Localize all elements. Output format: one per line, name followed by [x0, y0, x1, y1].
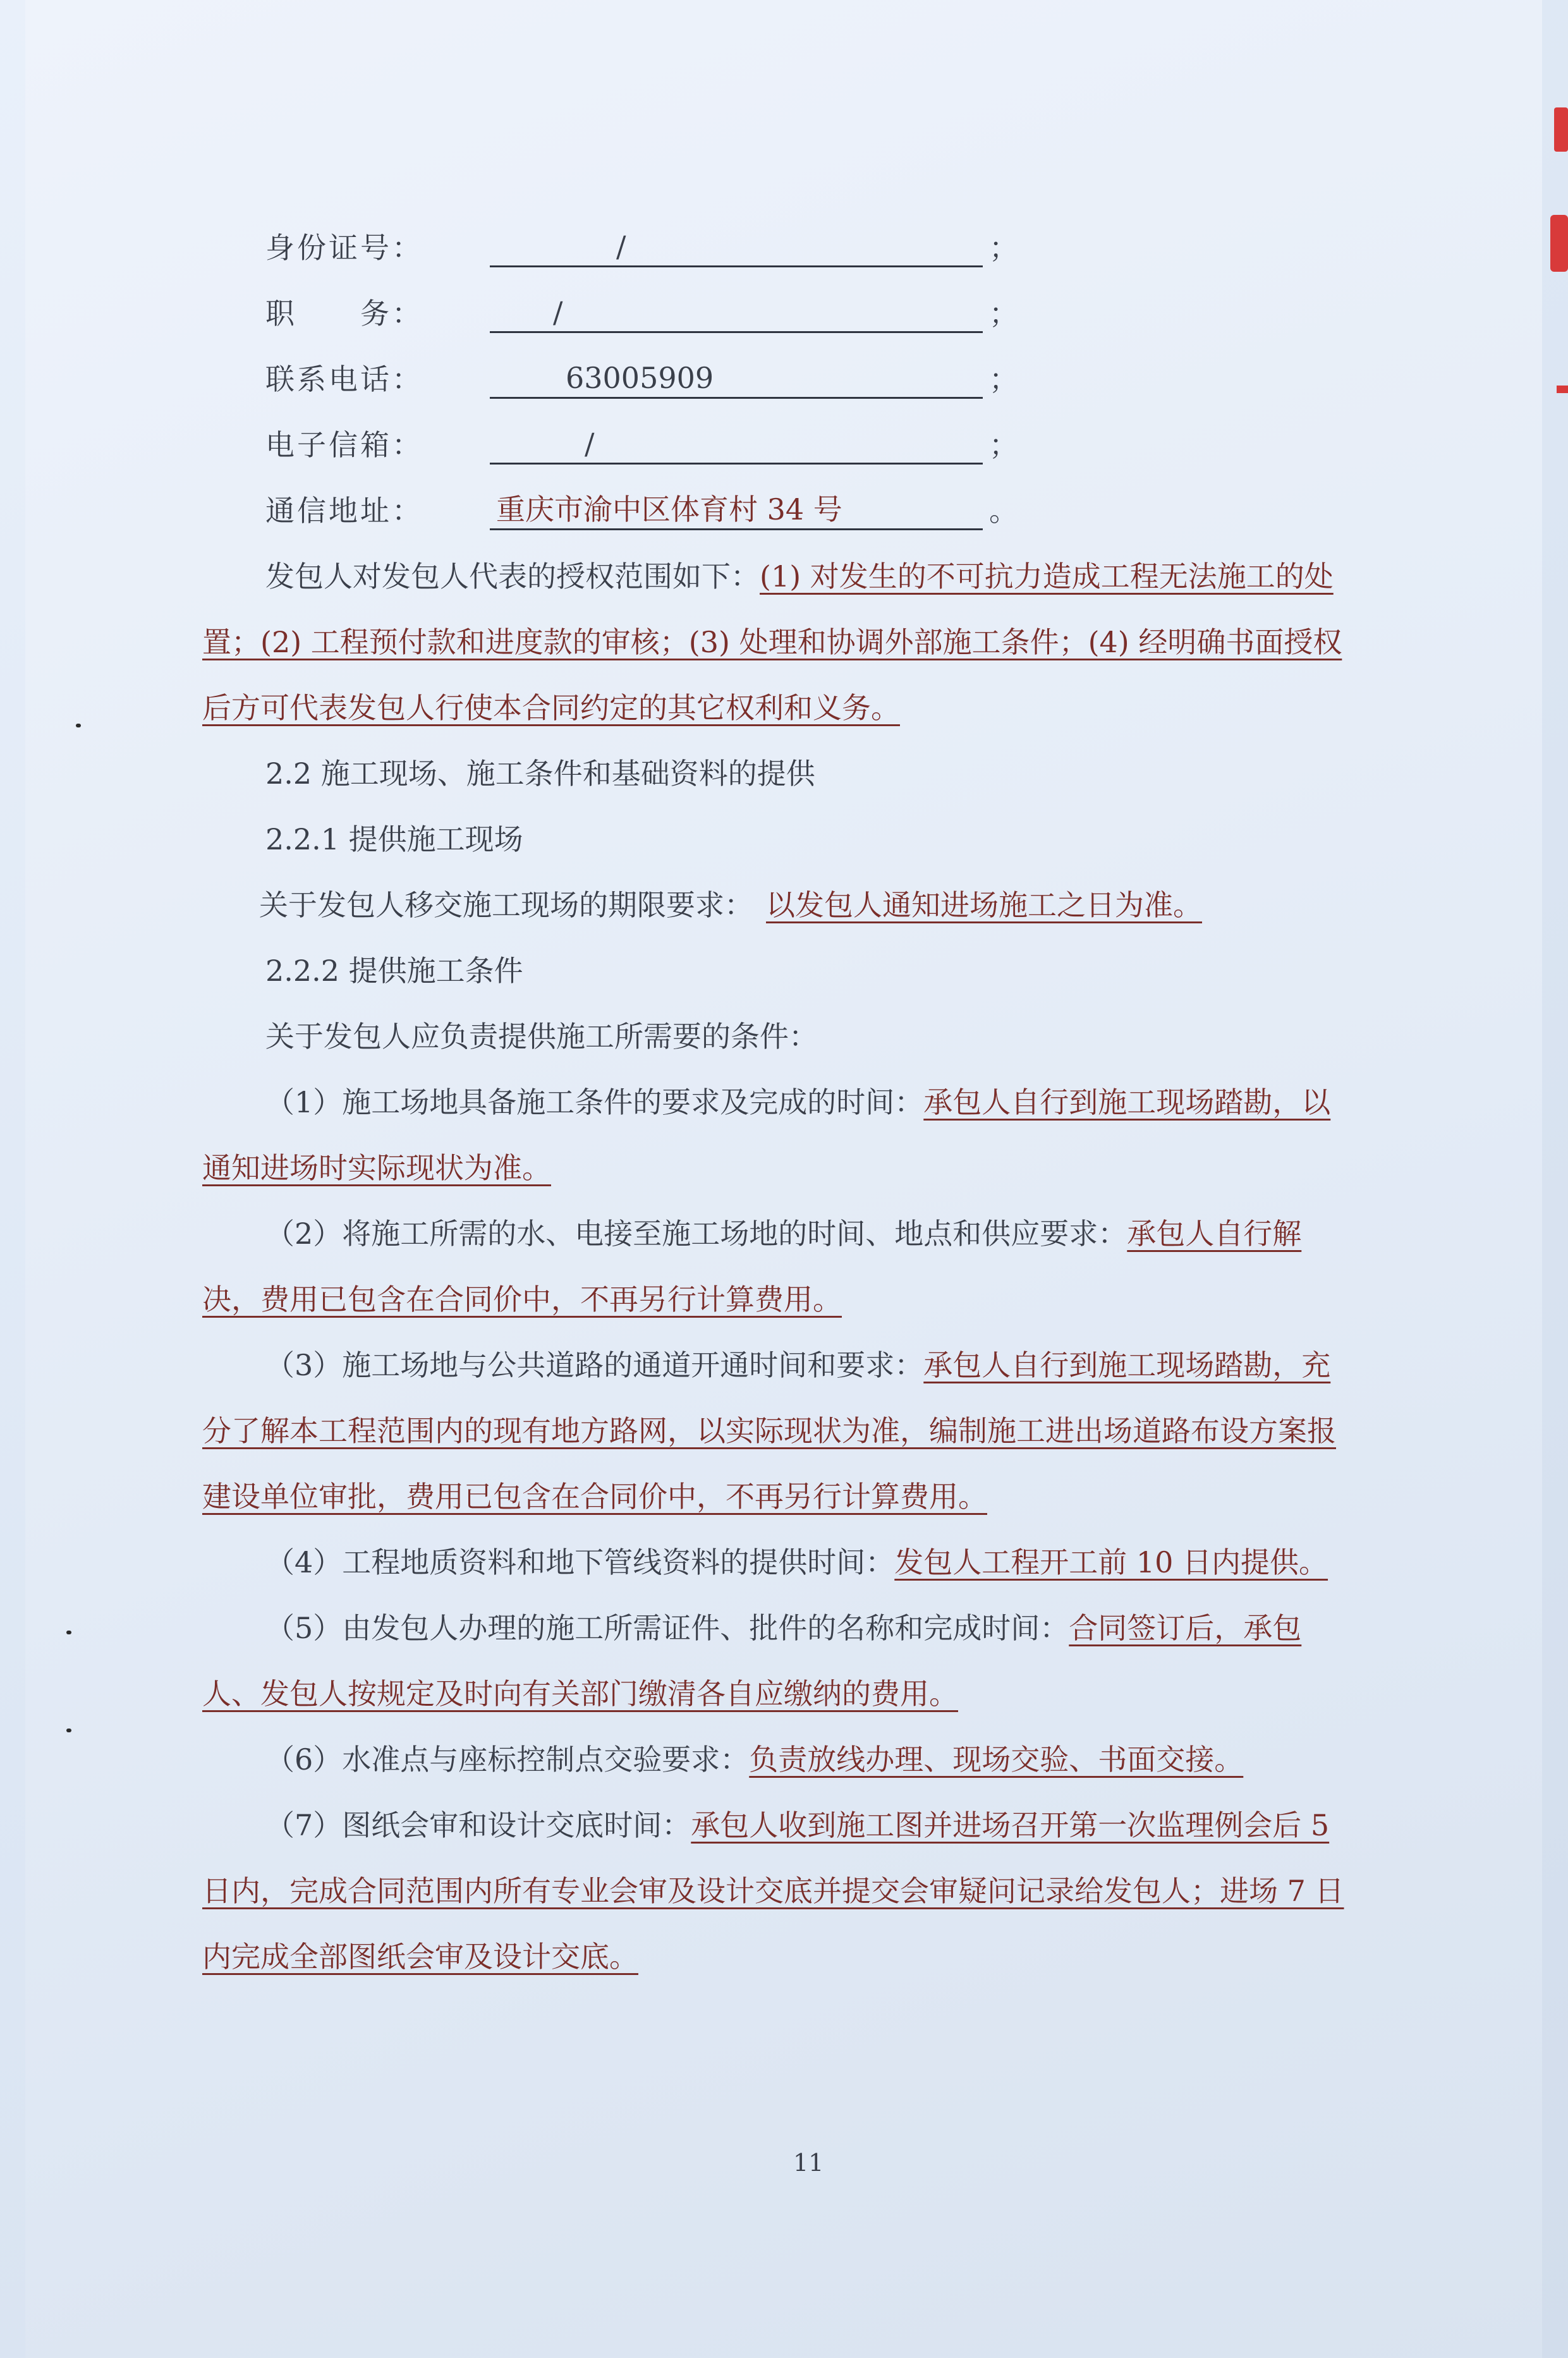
condition-item: [202, 1332, 1359, 1529]
field-id-number: [265, 215, 1359, 281]
authorization-intro: 发包人对发包人代表的授权范围如下：: [265, 559, 760, 593]
field-value: /: [553, 295, 563, 329]
condition-label: （2）将施工所需的水、电接至施工场地的时间、地点和供应要求：: [265, 1217, 1127, 1251]
condition-value: 发包人工程开工前 10 日内提供。: [894, 1545, 1328, 1579]
condition-value: 承包人收到施工图并进场召开第一次监理例会后 5 日内，完成合同范围内所有专业会审及设计交底并提交会审疑问记录给发包人；进场 7 日内完成全部图纸会审及设计交底。: [202, 1808, 1344, 1974]
field-punct: ；: [989, 231, 1018, 265]
field-value: 63005909: [566, 361, 714, 395]
condition-value: 合同签订后，承包人、发包人按规定及时向有关部门缴清各自应缴纳的费用。: [202, 1611, 1302, 1711]
authorization-text: (1) 对发生的不可抗力造成工程无法施工的处置；(2) 工程预付款和进度款的审核；(3) 处理和协调外部施工条件；(4) 经明确书面授权后方可代表发包人行使本合同约定的其它权利和义务。: [202, 559, 1342, 725]
field-value: 重庆市渝中区体育村 34 号: [496, 492, 842, 526]
condition-item: [202, 1727, 1359, 1792]
speck-mark: [76, 724, 81, 727]
condition-item: [202, 1201, 1359, 1332]
field-line: [490, 281, 983, 333]
condition-value: 承包人自行到施工现场踏勘，以通知进场时实际现状为准。: [202, 1085, 1331, 1185]
field-label: 通信地址：: [265, 494, 423, 528]
section-heading-2-2-1: 2.2.1 提供施工现场: [265, 822, 523, 856]
stamp-edge-mark: [1554, 107, 1568, 152]
section-heading-2-2-2: 2.2.2 提供施工条件: [265, 954, 523, 988]
condition-item: [202, 1595, 1359, 1727]
field-position: [265, 281, 1359, 346]
field-address: [265, 478, 1359, 544]
document-body: [202, 215, 1359, 1990]
field-punct: ；: [989, 296, 1018, 331]
handover-paragraph: [259, 872, 1359, 938]
conditions-intro: 关于发包人应负责提供施工所需要的条件：: [265, 1019, 818, 1054]
field-line: [490, 346, 983, 399]
condition-item: [202, 1792, 1359, 1990]
condition-label: （1）施工场地具备施工条件的要求及完成的时间：: [265, 1085, 924, 1119]
section-heading-2-2: 2.2 施工现场、施工条件和基础资料的提供: [265, 757, 815, 791]
condition-item: [202, 1529, 1359, 1595]
condition-value: 承包人自行到施工现场踏勘，充分了解本工程范围内的现有地方路网，以实际现状为准，编制施工进出场道路布设方案报建设单位审批，费用已包含在合同价中，不再另行计算费用。: [202, 1348, 1336, 1514]
condition-label: （4）工程地质资料和地下管线资料的提供时间：: [265, 1545, 895, 1579]
authorization-paragraph: [202, 544, 1359, 741]
speck-mark: [66, 1631, 71, 1634]
field-label: 身份证号：: [265, 231, 423, 265]
field-email: [265, 412, 1359, 478]
condition-label: （6）水准点与座标控制点交验要求：: [265, 1742, 750, 1777]
handover-label: 关于发包人移交施工现场的期限要求：: [259, 888, 753, 922]
condition-value: 负责放线办理、现场交验、书面交接。: [749, 1742, 1244, 1777]
field-line: [490, 215, 983, 267]
speck-mark: [66, 1729, 71, 1732]
field-value: /: [585, 427, 595, 461]
handover-value: 以发包人通知进场施工之日为准: [766, 888, 1173, 922]
field-label: 联系电话：: [265, 362, 423, 396]
field-line: [490, 478, 983, 530]
field-punct: ；: [989, 362, 1018, 396]
condition-label: （5）由发包人办理的施工所需证件、批件的名称和完成时间：: [265, 1611, 1069, 1645]
condition-label: （3）施工场地与公共道路的通道开通时间和要求：: [265, 1348, 924, 1382]
field-punct: ；: [989, 428, 1018, 462]
field-label: 职 务：: [265, 296, 423, 331]
field-label: 电子信箱：: [265, 428, 423, 462]
condition-label: （7）图纸会审和设计交底时间：: [265, 1808, 691, 1842]
condition-value: 承包人自行解决，费用已包含在合同价中，不再另行计算费用。: [202, 1217, 1302, 1316]
condition-item: [202, 1069, 1359, 1201]
field-punct: 。: [989, 494, 1018, 528]
field-phone: [265, 346, 1359, 412]
handover-end: 。: [1173, 888, 1202, 922]
field-value: /: [616, 229, 626, 264]
field-line: [490, 412, 983, 465]
stamp-edge-mark: [1557, 386, 1568, 393]
stamp-edge-mark: [1550, 215, 1568, 272]
document-page: [25, 0, 1542, 2358]
page-number: 11: [793, 2149, 824, 2177]
